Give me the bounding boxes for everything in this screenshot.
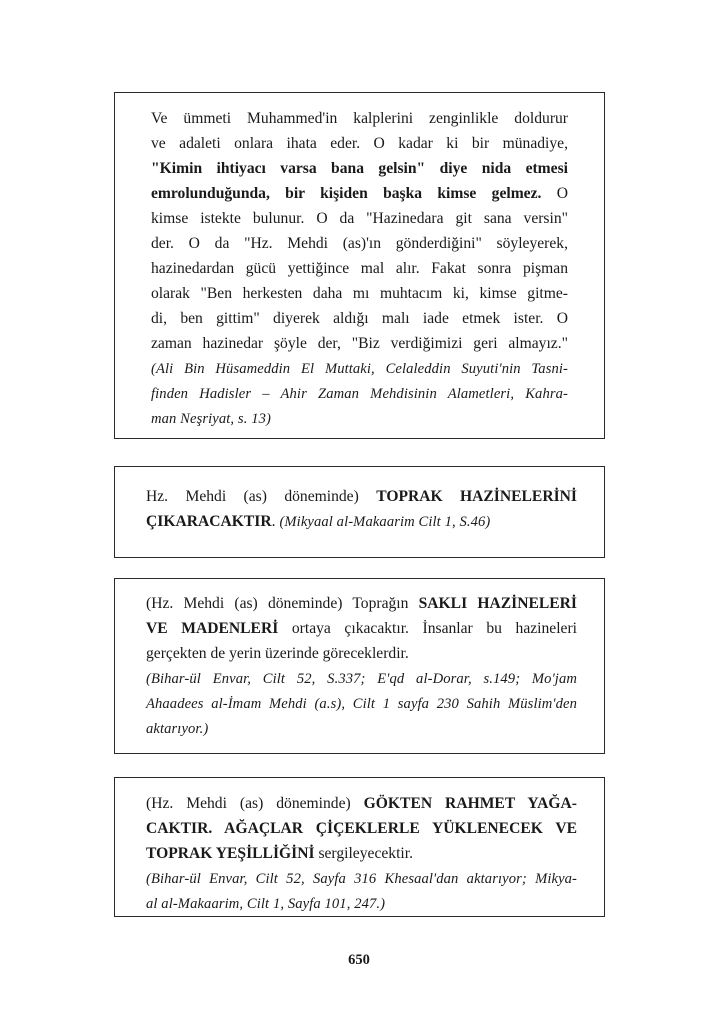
text-line bbox=[146, 644, 409, 664]
text-span: "Kimin ihtiyacı varsa bana gelsin" diye nida etmesi bbox=[151, 160, 568, 177]
text-line bbox=[151, 309, 568, 329]
text-line bbox=[146, 594, 577, 614]
text-line bbox=[146, 844, 413, 864]
citation-line bbox=[146, 694, 577, 714]
text-span: kimse istekte bulunur. O da "Hazinedara git sana versin" bbox=[151, 210, 568, 227]
text-line bbox=[146, 619, 577, 639]
text-span: al al-Makaarim, Cilt 1, Sayfa 101, 247.) bbox=[146, 896, 386, 912]
text-line bbox=[151, 259, 568, 279]
text-span: (Bihar-ül Envar, Cilt 52, Sayfa 316 Khesaal'dan aktarıyor; Mikya- bbox=[146, 871, 577, 887]
citation-line bbox=[151, 409, 271, 429]
text-line bbox=[151, 209, 568, 229]
citation-span: (Mikyaal al-Makaarim Cilt 1, S.46) bbox=[279, 514, 491, 530]
text-span: (Ali Bin Hüsameddin El Muttaki, Celaleddin Suyuti'nin Tasni- bbox=[151, 361, 568, 377]
text-line bbox=[146, 794, 577, 814]
text-span: Ahaadees al-İmam Mehdi (a.s), Cilt 1 sayfa 230 Sahih Müslim'den bbox=[146, 696, 577, 712]
text-span: di, ben gittim" diyerek aldığı malı iade etmek ister. O bbox=[151, 310, 568, 327]
text-span: finden Hadisler – Ahir Zaman Mehdisinin Alametleri, Kahra- bbox=[151, 386, 568, 402]
citation-line bbox=[151, 359, 568, 379]
citation-line bbox=[146, 894, 385, 914]
text-span: zaman hazinedar şöyle der, "Biz verdiğimizi geri almayız." bbox=[151, 335, 568, 352]
text-span: (Bihar-ül Envar, Cilt 52, S.337; E'qd al-Dorar, s.149; Mo'jam bbox=[146, 671, 577, 687]
text-line bbox=[151, 234, 568, 254]
citation-line bbox=[146, 669, 577, 689]
text-span: . bbox=[271, 513, 276, 530]
text-line bbox=[151, 334, 568, 354]
bold-span: CAKTIR. AĞAÇLAR ÇİÇEKLERLE YÜKLENECEK VE bbox=[146, 820, 577, 837]
page-number: 650 bbox=[348, 952, 370, 968]
text-span: der. O da "Hz. Mehdi (as)'ın gönderdiğini" söyleyerek, bbox=[151, 235, 568, 252]
text-span: ortaya çıkacaktır. İnsanlar bu hazineleri bbox=[278, 620, 577, 637]
text-span: (Hz. Mehdi (as) döneminde) Toprağın bbox=[146, 595, 419, 612]
bold-span: emrolunduğunda, bir kişiden başka kimse gelmez. bbox=[151, 185, 542, 202]
bold-span: ÇIKARACAKTIR bbox=[146, 513, 272, 530]
text-line bbox=[146, 487, 577, 507]
text-span: man Neşriyat, s. 13) bbox=[151, 411, 271, 427]
bold-span: TOPRAK HAZİNELERİNİ bbox=[376, 488, 577, 505]
text-span: (Hz. Mehdi (as) döneminde) bbox=[146, 795, 364, 812]
text-span: O bbox=[541, 185, 568, 202]
bold-span: SAKLI HAZİNELERİ bbox=[418, 595, 577, 612]
citation-line bbox=[146, 869, 577, 889]
text-line bbox=[151, 184, 568, 204]
text-line bbox=[151, 159, 568, 179]
text-span: Hz. Mehdi (as) döneminde) bbox=[146, 488, 359, 505]
text-line bbox=[151, 284, 568, 304]
text-span: hazinedardan gücü yettiğince mal alır. Fakat sonra pişman bbox=[151, 260, 568, 277]
text-span: ve adaleti onlara ihata eder. O kadar ki bir münadiye, bbox=[151, 135, 568, 152]
text-line bbox=[146, 819, 577, 839]
text-line bbox=[151, 134, 568, 154]
bold-span: VE MADENLERİ bbox=[146, 620, 279, 637]
text-span: gerçekten de yerin üzerinde göreceklerdir. bbox=[146, 645, 409, 662]
bold-span: GÖKTEN RAHMET YAĞA- bbox=[363, 795, 577, 812]
bold-span: TOPRAK YEŞİLLİĞİNİ bbox=[146, 845, 315, 862]
citation-line bbox=[146, 719, 208, 739]
text-span: sergileyecektir. bbox=[314, 845, 413, 862]
text-span: olarak "Ben herkesten daha mı muhtacım ki, kimse gitme- bbox=[151, 285, 568, 302]
citation-line bbox=[151, 384, 568, 404]
text-line bbox=[151, 109, 568, 129]
text-span: aktarıyor.) bbox=[146, 721, 209, 737]
text-span: Ve ümmeti Muhammed'in kalplerini zenginlikle doldurur bbox=[151, 110, 568, 127]
text-line bbox=[146, 512, 490, 532]
